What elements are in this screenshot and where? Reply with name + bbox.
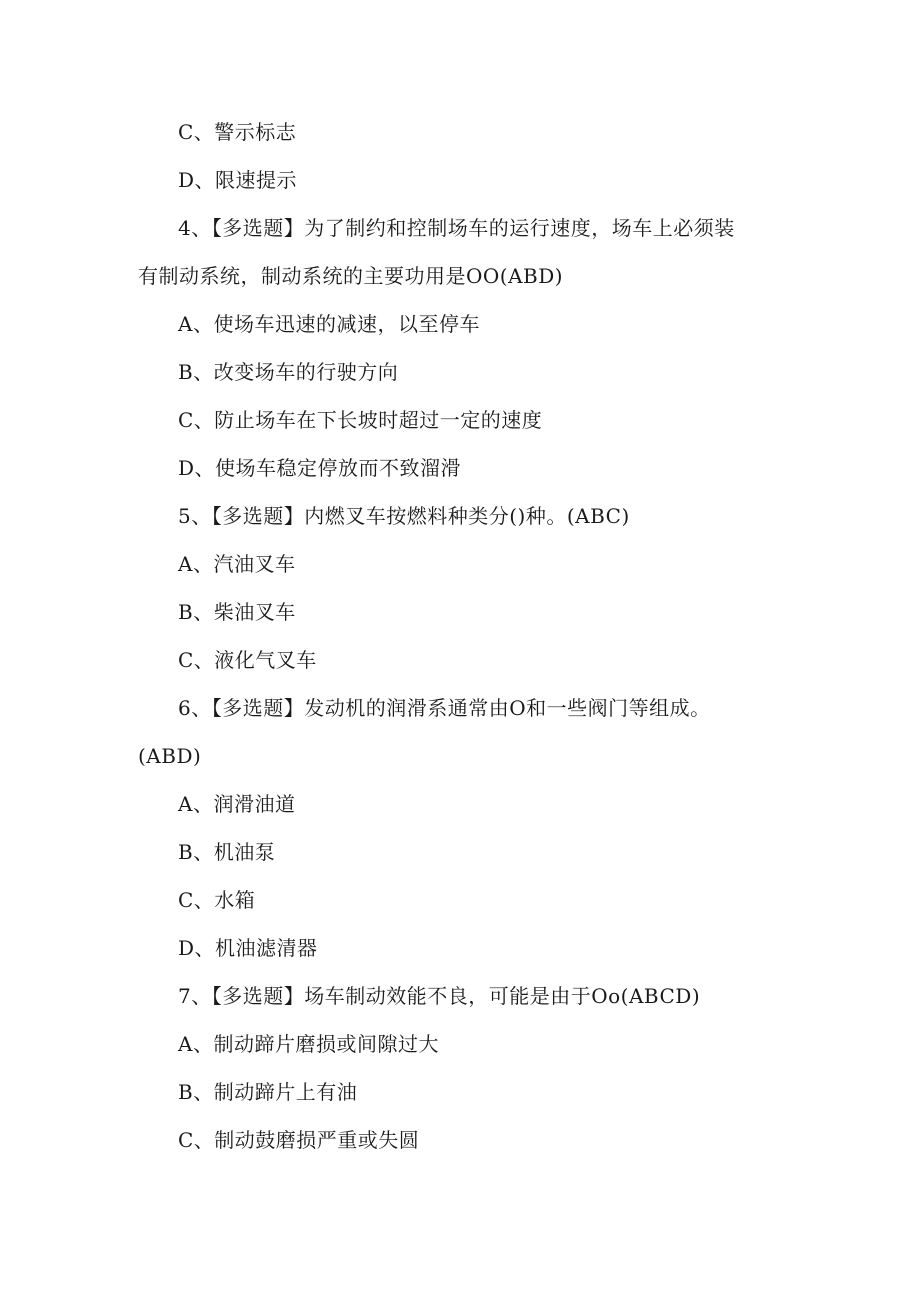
option-a-q4: A、使场车迅速的减速，以至停车 xyxy=(178,312,480,336)
option-c-q7: C、制动鼓磨损严重或失圆 xyxy=(178,1128,420,1152)
question-6-line-1: 6、【多选题】发动机的润滑系通常由O和一些阀门等组成。 xyxy=(178,696,711,720)
option-c-q3: C、警示标志 xyxy=(178,120,297,144)
option-c-q4: C、防止场车在下长坡时超过一定的速度 xyxy=(178,408,543,432)
option-b-q5: B、柴油叉车 xyxy=(178,600,296,624)
question-4-line-2: 有制动系统，制动系统的主要功用是OO(ABD) xyxy=(138,264,564,288)
option-b-q4: B、改变场车的行驶方向 xyxy=(178,360,399,384)
question-7: 7、【多选题】场车制动效能不良，可能是由于Oo(ABCD) xyxy=(178,984,701,1008)
question-6-line-2: (ABD) xyxy=(138,744,202,768)
option-a-q5: A、汽油叉车 xyxy=(178,552,296,576)
question-4-line-1: 4、【多选题】为了制约和控制场车的运行速度，场车上必须装 xyxy=(178,216,735,240)
option-a-q6: A、润滑油道 xyxy=(178,792,296,816)
option-d-q3: D、限速提示 xyxy=(178,168,298,192)
option-c-q6: C、水箱 xyxy=(178,888,256,912)
option-a-q7: A、制动蹄片磨损或间隙过大 xyxy=(178,1032,439,1056)
option-c-q5: C、液化气叉车 xyxy=(178,648,317,672)
option-b-q7: B、制动蹄片上有油 xyxy=(178,1080,358,1104)
question-5: 5、【多选题】内燃叉车按燃料种类分()种。(ABC) xyxy=(178,504,630,528)
option-b-q6: B、机油泵 xyxy=(178,840,276,864)
option-d-q4: D、使场车稳定停放而不致溜滑 xyxy=(178,456,462,480)
option-d-q6: D、机油滤清器 xyxy=(178,936,318,960)
